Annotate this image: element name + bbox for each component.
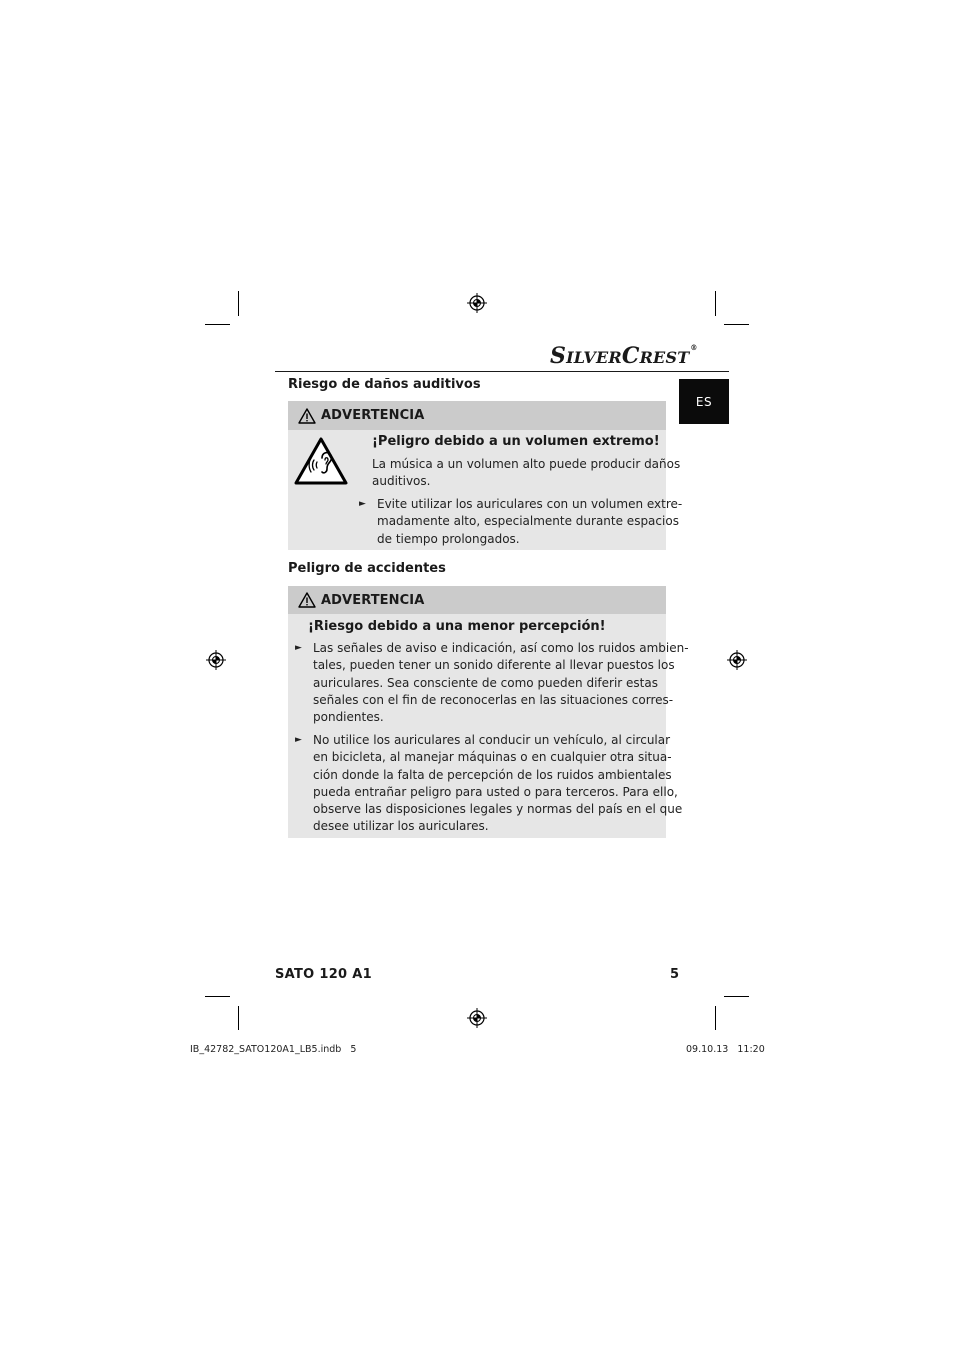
- warning-label: ADVERTENCIA: [321, 408, 425, 423]
- text-line: en bicicleta, al manejar máquinas o en cualquier otra situa-: [313, 750, 672, 765]
- text-line: observe las disposiciones legales y normas del país en el que: [313, 802, 683, 817]
- bullet-arrow-icon: ►: [295, 735, 302, 745]
- bullet-text: [313, 732, 682, 836]
- hearing-damage-sign-icon: [293, 436, 349, 486]
- text-line: Evite utilizar los auriculares con un volumen extre-: [377, 497, 683, 511]
- model-number: SATO 120 A1: [275, 967, 372, 982]
- text-line: de tiempo prolongados.: [377, 531, 520, 546]
- brand-logo: SILVERCREST®: [550, 343, 698, 369]
- crop-mark: [724, 996, 749, 997]
- print-slug-file: IB_42782_SATO120A1_LB5.indb 5: [190, 1044, 357, 1055]
- text-line: señales con el fin de reconocerlas en las situaciones corres-: [313, 692, 674, 707]
- text-line: auditivos.: [372, 474, 431, 489]
- warning-subhead: ¡Riesgo debido a una menor percepción!: [308, 619, 606, 634]
- bullet-text: [313, 640, 689, 726]
- text-line: madamente alto, especialmente durante espacios: [377, 514, 679, 529]
- warning-triangle-icon: [298, 408, 316, 424]
- section-title: Peligro de accidentes: [288, 561, 446, 576]
- bullet-arrow-icon: ►: [295, 643, 302, 653]
- text-line: pondientes.: [313, 710, 384, 725]
- page-number: 5: [670, 967, 680, 982]
- crop-mark: [724, 324, 749, 325]
- warning-header: [288, 586, 666, 614]
- bullet-arrow-icon: ►: [359, 499, 366, 509]
- section-title: Riesgo de daños auditivos: [288, 377, 481, 392]
- registration-mark-icon: [467, 293, 487, 313]
- text-line: tales, pueden tener un sonido diferente al llevar puestos los: [313, 658, 675, 673]
- bullet-text: [377, 496, 682, 548]
- registration-mark-icon: [727, 650, 747, 670]
- crop-mark: [715, 291, 716, 316]
- warning-label: ADVERTENCIA: [321, 592, 425, 608]
- registration-mark-icon: [467, 1008, 487, 1028]
- text-line: La música a un volumen alto puede producir daños: [372, 457, 681, 471]
- crop-mark: [205, 324, 230, 325]
- registration-mark-icon: [206, 650, 226, 670]
- warning-text: [372, 456, 680, 491]
- warning-header: [288, 401, 666, 430]
- crop-mark: [715, 1006, 716, 1030]
- crop-mark: [205, 996, 230, 997]
- crop-mark: [238, 1006, 239, 1030]
- print-slug-datetime: 09.10.13 11:20: [686, 1044, 765, 1055]
- language-tab: ES: [679, 379, 729, 424]
- header-rule: [275, 371, 729, 372]
- text-line: Las señales de aviso e indicación, así como los ruidos ambien-: [313, 641, 689, 655]
- text-line: desee utilizar los auriculares.: [313, 819, 489, 834]
- crop-mark: [238, 291, 239, 316]
- text-line: pueda entrañar peligro para usted o para terceros. Para ello,: [313, 784, 678, 799]
- warning-triangle-icon: [298, 592, 316, 608]
- text-line: ción donde la falta de percepción de los ruidos ambientales: [313, 767, 672, 782]
- text-line: No utilice los auriculares al conducir un vehículo, al circular: [313, 733, 671, 747]
- warning-subhead: ¡Peligro debido a un volumen extremo!: [372, 434, 660, 449]
- text-line: auriculares. Sea consciente de como pueden diferir estas: [313, 675, 658, 690]
